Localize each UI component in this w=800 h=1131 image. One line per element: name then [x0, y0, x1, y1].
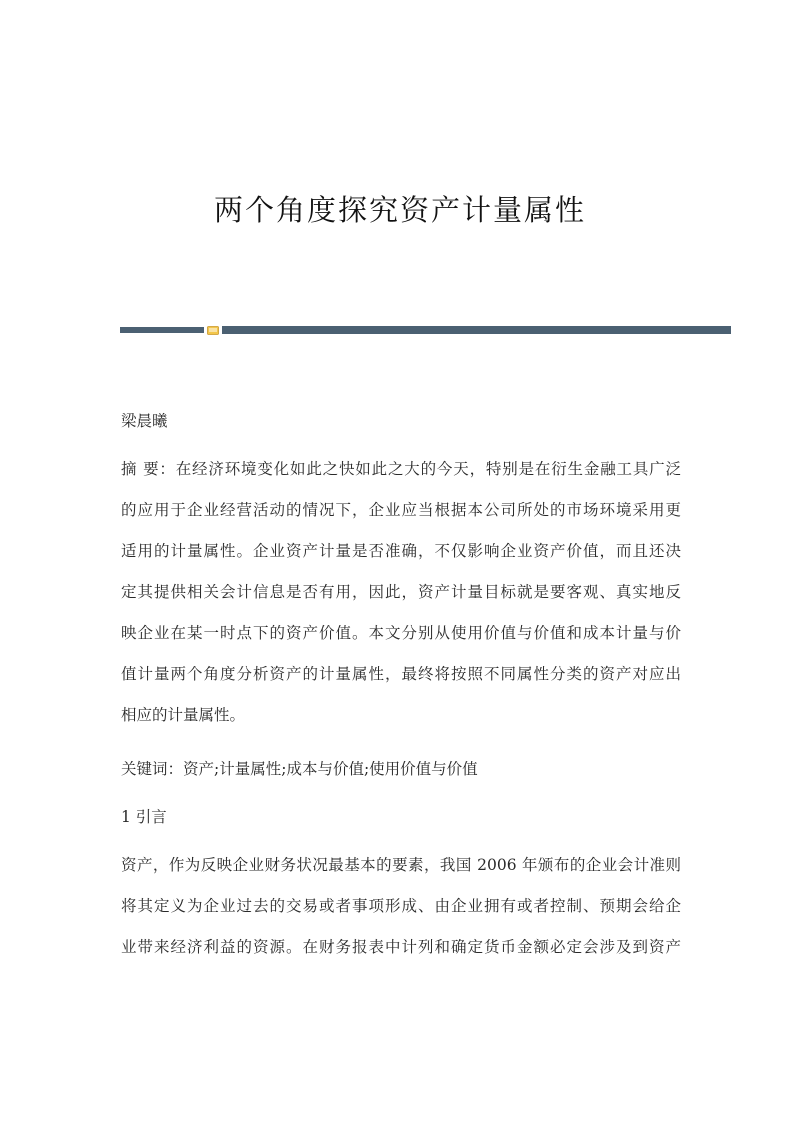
abstract [121, 457, 681, 727]
section-heading: 1 引言 [121, 808, 167, 826]
abstract-line: 相应的计量属性。 [121, 706, 246, 724]
title-divider [120, 324, 731, 336]
abstract-line: 的应用于企业经营活动的情况下，企业应当根据本公司所处的市场环境采用更 [121, 501, 681, 519]
keywords: 关键词：资产;计量属性;成本与价值;使用价值与价值 [121, 760, 478, 778]
abstract-line: 值计量两个角度分析资产的计量属性，最终将按照不同属性分类的资产对应出 [121, 665, 681, 683]
abstract-line: 映企业在某一时点下的资产价值。本文分别从使用价值与价值和成本计量与价 [121, 624, 681, 642]
author-name: 梁晨曦 [121, 412, 168, 430]
abstract-line: 适用的计量属性。企业资产计量是否准确，不仅影响企业资产价值，而且还决 [121, 542, 681, 560]
abstract-line: 摘 要：在经济环境变化如此之快如此之大的今天，特别是在衍生金融工具广泛 [121, 460, 681, 478]
abstract-line: 定其提供相关会计信息是否有用，因此，资产计量目标就是要客观、真实地反 [121, 583, 681, 601]
body-line: 资产，作为反映企业财务状况最基本的要素，我国 2006 年颁布的企业会计准则 [121, 856, 681, 874]
divider-left-bar [120, 327, 204, 333]
body-line: 业带来经济利益的资源。在财务报表中计列和确定货币金额必定会涉及到资产 [121, 938, 681, 956]
document-folder-icon [207, 324, 219, 336]
divider-right-bar [222, 326, 731, 334]
section-body [121, 853, 681, 959]
body-line: 将其定义为企业过去的交易或者事项形成、由企业拥有或者控制、预期会给企 [121, 897, 681, 915]
document-title: 两个角度探究资产计量属性 [213, 193, 586, 227]
